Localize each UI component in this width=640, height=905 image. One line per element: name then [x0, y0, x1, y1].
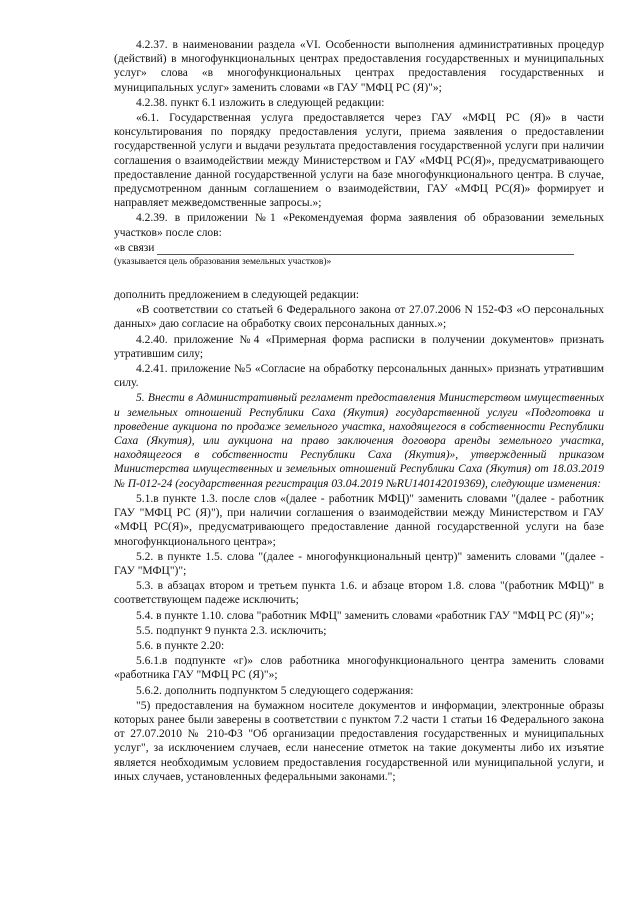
- paragraph-5-6-1: 5.6.1.в подпункте «г)» слов работника многофункционального центра заменить словами «работника ГАУ "МФЦ РС (Я)"»;: [114, 655, 604, 682]
- paragraphs-bottom: [114, 288, 604, 784]
- paragraph-5-3: 5.3. в абзацах втором и третьем пункта 1.6. и абзаце втором 1.8. слова "(работник МФЦ)" в соответствующем падеже исключить;: [114, 580, 604, 607]
- paragraph-5-5: 5.5. подпункт 9 пункта 2.3. исключить;: [136, 624, 327, 637]
- document-page: [114, 38, 604, 785]
- form-fill-rule: [157, 245, 574, 255]
- paragraph-5-4: 5.4. в пункте 1.10. слова "работник МФЦ" заменить словами «работник ГАУ "МФЦ РС (Я)"»;: [136, 609, 594, 622]
- paragraph-add-sentence: дополнить предложением в следующей редакции:: [114, 289, 360, 302]
- paragraph-5-1: 5.1.в пункте 1.3. после слов «(далее - работник МФЦ)" заменить словами "(далее - работник ГАУ "МФЦ РС (Я)"), при наличии соглашения о взаимодействии между Министерством и ГАУ «МФЦ РС(Я)», предусматривающего предоставление данной государственной услуги на базе многофункционального центра»;: [114, 492, 604, 548]
- form-fragment: [114, 241, 604, 268]
- paragraph-consent-quote: «В соответствии со статьей 6 Федерального закона от 27.07.2006 N 152-ФЗ «О персональных данных» даю согласие на обработку своих персональных данных.»;: [114, 304, 604, 331]
- paragraphs-top: [114, 38, 604, 240]
- paragraph-4-2-38: 4.2.38. пункт 6.1 изложить в следующей редакции:: [136, 96, 385, 109]
- paragraph-4-2-40: 4.2.40. приложение №4 «Примерная форма расписки в получении документов» признать утратившим силу;: [114, 333, 604, 360]
- form-fill-line: [114, 241, 604, 255]
- paragraph-4-2-41: 4.2.41. приложение №5 «Согласие на обработку персональных данных» признать утратившим силу.: [114, 363, 604, 390]
- paragraph-4-2-37: 4.2.37. в наименовании раздела «VI. Особенности выполнения административных процедур (действий) в многофункциональных центрах предоставления государственных и муниципальных услуг» слова «в многофункциональных центрах предоставления государственных и муниципальных услуг» заменить словами «в ГАУ "МФЦ РС (Я)"»;: [114, 39, 604, 94]
- spacer: [114, 274, 604, 288]
- paragraph-5-6: 5.6. в пункте 2.20:: [136, 639, 225, 652]
- paragraph-5-2: 5.2. в пункте 1.5. слова "(далее - многофункциональный центр)" заменить словами "(далее - ГАУ "МФЦ")";: [114, 550, 604, 577]
- paragraph-5-intro: 5. Внести в Административный регламент предоставления Министерством имущественных и земельных отношений Республики Саха (Якутия) государственной услуги «Подготовка и проведение аукциона по продаже земельного участка, находящегося в собственности Республики Саха (Якутия), или аукциона на право заключения договора аренды земельного участка, находящегося в собственности Республики Саха (Якутия)», утвержденный приказом Министерства имущественных и земельных отношений Республики Саха (Якутия) от 18.03.2019 № П-012-24 (государственная регистрация 03.04.2019 №RU140142019369), следующие изменения:: [114, 392, 604, 490]
- form-fill-lead: «в связи: [114, 241, 155, 254]
- paragraph-4-2-39: 4.2.39. в приложении №1 «Рекомендуемая форма заявления об образовании земельных участков» после слов:: [114, 212, 604, 239]
- paragraph-6-1-quote: «6.1. Государственная услуга предоставляется через ГАУ «МФЦ РС (Я)» в части консультирования по порядку предоставления услуги, приема заявления о предоставлении государственной услуги и выдачи результата предоставления государственной услуги при наличии соглашения о взаимодействии между Министерством и ГАУ «МФЦ РС(Я)», предусматривающего предоставление данной государственной услуги на базе многофункционального центра. В случае, предусмотренном данным соглашением о взаимодействии, ГАУ «МФЦ РС(Я)» формирует и направляет межведомственные запросы.»;: [114, 112, 604, 210]
- paragraph-5-6-2: 5.6.2. дополнить подпунктом 5 следующего содержания:: [136, 684, 414, 697]
- form-fill-caption: (указывается цель образования земельных участков)»: [114, 257, 332, 268]
- paragraph-subitem-5-quote: "5) предоставления на бумажном носителе документов и информации, электронные образы которых ранее были заверены в соответствии с пунктом 7.2 части 1 статьи 16 Федерального закона от 27.07.2010 № 210-ФЗ "Об организации предоставления государственных и муниципальных услуг", за исключением случаев, если нанесение отметок на такие документы либо их изъятие является необходимым условием предоставления государственной или муниципальной услуги, и иных случаев, установленных федеральными законами.";: [114, 699, 604, 783]
